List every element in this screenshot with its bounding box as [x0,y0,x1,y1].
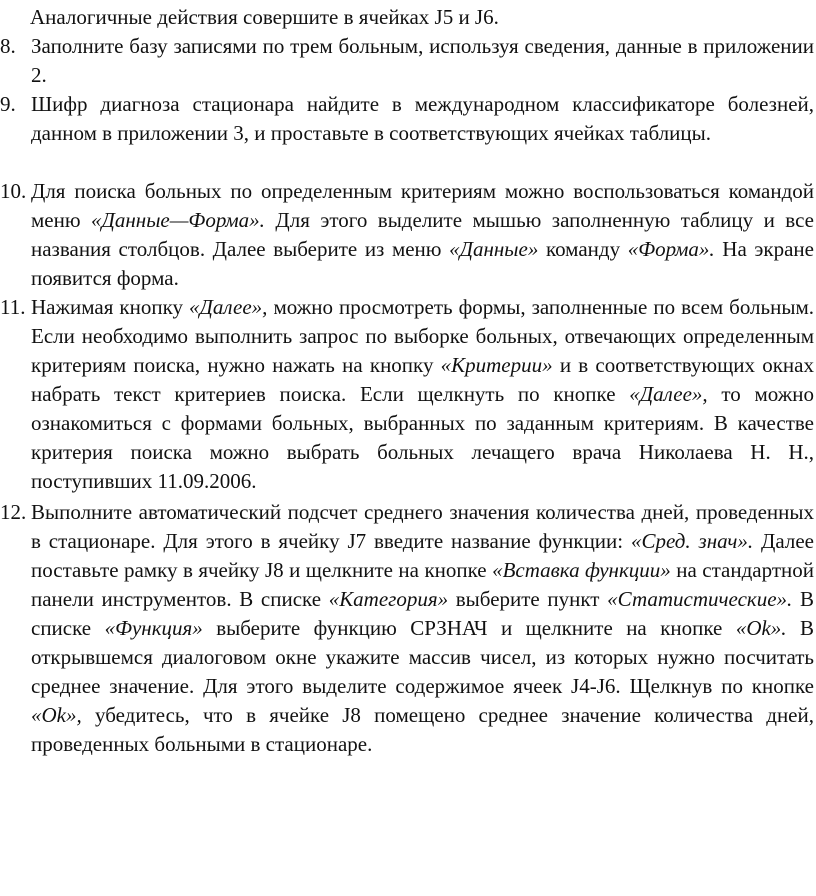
emphasized-text: «Функция» [104,616,203,640]
text-run: Для поиска больных по определенным критериям можно воспользоваться командой меню [31,179,814,232]
text-run: Для этого выделите мышью заполненную таблицу и все названия столбцов. Далее выберите из меню [31,208,814,261]
list-item-9 [0,90,816,148]
item-number: 8. [0,34,16,58]
list-item-10 [0,177,816,293]
text-run: Шифр диагноза стационара найдите в международном классификаторе болезней, данном в приложении 3, и проставьте в соответствующих ячейках таблицы. [31,92,814,145]
text-run: В списке [31,587,814,640]
emphasized-text: «Данные» [449,237,539,261]
text-run: Нажимая кнопку [31,295,189,319]
emphasized-text: «Статистические». [607,587,793,611]
intro-line: Аналогичные действия совершите в ячейках J5 и J6. [30,5,499,29]
emphasized-text: «Категория» [328,587,449,611]
text-run: и в соответствующих окнах набрать текст критериев поиска. Если щелкнуть по кнопке [31,353,814,406]
text-run: можно просмотреть формы, заполненные по всем больным. Если необходимо выполнить запрос по выборке больных, отвечающих определенным критериям поиска, нужно нажать на кнопку [31,295,814,377]
emphasized-text: «Сред. знач». [631,529,754,553]
emphasized-text: «Ok», [31,703,82,727]
item-number: 9. [0,92,16,116]
text-run: выберите пункт [448,587,608,611]
list-item-8 [0,32,816,90]
text-run: Далее поставьте рамку в ячейку J8 и щелкните на кнопке [31,529,815,582]
item-number: 12. [0,500,27,524]
list-item-12 [0,498,816,759]
text-run: то можно ознакомиться с формами больных, выбранных по заданным критериям. В качестве критерия поиска можно выбрать больных лечащего врача Николаева Н. Н., поступивших 11.09.2006. [31,382,814,493]
text-run: выберите функцию СРЗНАЧ и щелкните на кнопке [202,616,736,640]
text-run: убедитесь, что в ячейке J8 помещено среднее значение количества дней, проведенных больными в стационаре. [31,703,814,756]
emphasized-text: «Данные—Форма». [91,208,265,232]
emphasized-text: «Ok». [735,616,787,640]
text-run: В открывшемся диалоговом окне укажите массив чисел, из которых нужно посчитать среднее значение. Для этого выделите содержимое ячеек J4-J6. Щелкнув по кнопке [31,616,815,698]
item-text [31,177,814,293]
text-run: Выполните автоматический подсчет среднего значения количества дней, проведенных в стационаре. Для этого в ячейку J7 введите название функции: [31,500,814,553]
text-run: команду [538,237,628,261]
text-run: на стандартной панели инструментов. В списке [31,558,814,611]
emphasized-text: «Вставка функции» [492,558,671,582]
list-item-11 [0,293,816,496]
item-text [31,293,814,496]
text-run: На экране появится форма. [31,237,814,290]
emphasized-text: «Форма». [627,237,715,261]
item-text [31,498,814,759]
emphasized-text: «Критерии» [440,353,553,377]
item-number: 11. [0,295,26,319]
item-number: 10. [0,179,27,203]
text-run: Заполните базу записями по трем больным, используя сведения, данные в приложении 2. [31,34,814,87]
item-text [31,90,814,148]
emphasized-text: «Далее», [629,382,708,406]
item-text [31,32,814,90]
emphasized-text: «Далее», [189,295,268,319]
